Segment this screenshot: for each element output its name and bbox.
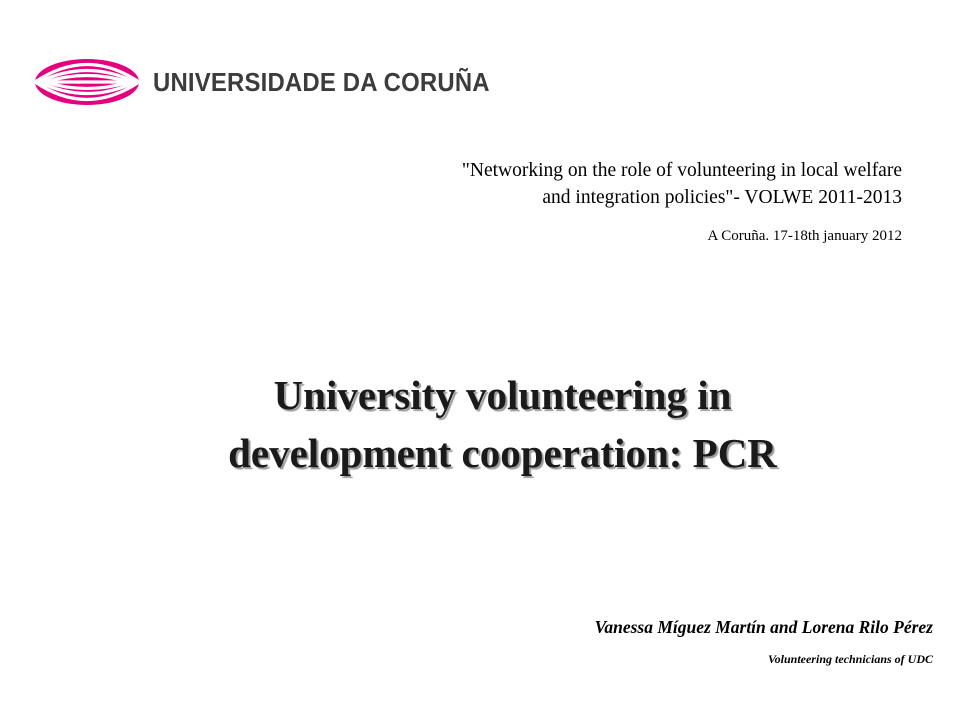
event-title-line-1: "Networking on the role of volunteering in local welfare: [461, 160, 902, 181]
presentation-title: [0, 366, 960, 482]
event-title-line-2: and integration policies"- VOLWE 2011-2013: [542, 187, 902, 208]
university-logo: [33, 55, 519, 109]
authors: Vanessa Míguez Martín and Lorena Rilo Pérez: [594, 617, 933, 637]
presentation-title-line-2: development cooperation: PCR: [228, 430, 777, 476]
presentation-title-line-1: University volunteering in: [273, 372, 732, 418]
udc-logo-icon: [33, 55, 141, 109]
author-role: Volunteering technicians of UDC: [767, 652, 933, 666]
university-name: UNIVERSIDADE DA CORUÑA: [153, 67, 490, 97]
event-title: [282, 157, 902, 211]
event-date: A Coruña. 17-18th january 2012: [707, 228, 902, 244]
